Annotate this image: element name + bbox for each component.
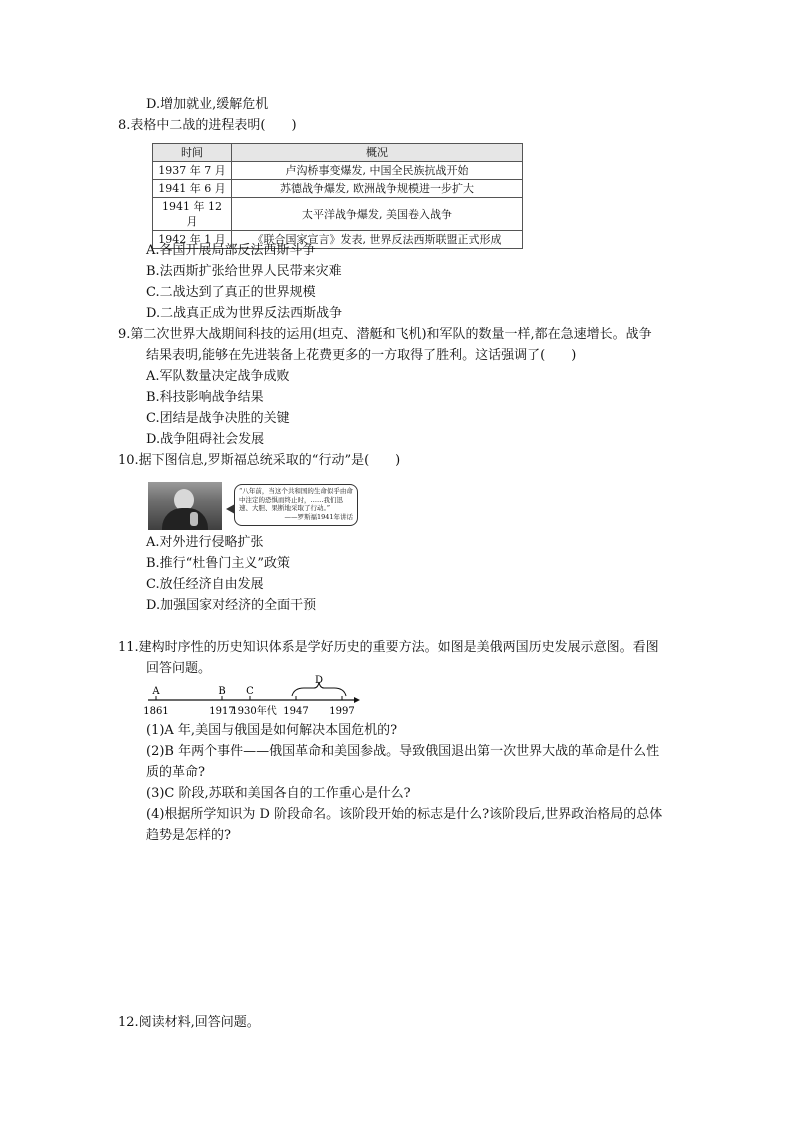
q7-option-d: D.增加就业,缓解危机 [146, 97, 269, 112]
roosevelt-speech-image [148, 482, 360, 530]
q11-stem-line1: 11.建构时序性的历史知识体系是学好历史的重要方法。如图是美俄两国历史发展示意图。看图 [118, 640, 659, 655]
table-row [153, 180, 523, 198]
table-row [153, 162, 523, 180]
speech-bubble-source: ——罗斯福1941年讲话 [284, 512, 353, 521]
roosevelt-photo [148, 482, 222, 530]
speech-bubble-text: “八年前，当这个共和国的生命似乎由命中注定的恐惧而终止时，……我们迅速、大胆、果断地采取了行动。” [239, 487, 353, 512]
q10-option-d: D.加强国家对经济的全面干预 [146, 598, 317, 613]
timeline-label-b: B [218, 686, 226, 697]
q8-option-b: B.法西斯扩张给世界人民带来灾难 [146, 264, 342, 279]
microphone-icon [190, 512, 198, 526]
timeline-label-d: D [314, 675, 324, 686]
q11-sub4-line1: (4)根据所学知识为 D 阶段命名。该阶段开始的标志是什么?该阶段后,世界政治格局的总体 [146, 807, 663, 822]
timeline-year-1930s: 1930年代 [231, 706, 277, 717]
table-header-overview: 概况 [232, 144, 523, 162]
q8-option-c: C.二战达到了真正的世界规模 [146, 285, 316, 300]
q11-sub4-line2: 趋势是怎样的? [146, 828, 231, 843]
q8-stem: 8.表格中二战的进程表明( ) [118, 118, 297, 133]
timeline-label-c: C [246, 686, 254, 697]
q11-sub2-line2: 质的革命? [146, 765, 205, 780]
q9-stem-line1: 9.第二次世界大战期间科技的运用(坦克、潜艇和飞机)和军队的数量一样,都在急速增长。战争 [118, 327, 652, 342]
q8-table [152, 143, 523, 249]
q9-option-b: B.科技影响战争结果 [146, 390, 264, 405]
table-cell-time: 1941 年 12 月 [153, 198, 232, 231]
q9-option-d: D.战争阻碍社会发展 [146, 432, 265, 447]
q11-sub1: (1)A 年,美国与俄国是如何解决本国危机的? [146, 723, 398, 738]
timeline-year-1947: 1947 [283, 706, 309, 717]
q11-sub3: (3)C 阶段,苏联和美国各自的工作重心是什么? [146, 786, 411, 801]
q11-sub2-line1: (2)B 年两个事件——俄国革命和美国参战。导致俄国退出第一次世界大战的革命是什么性 [146, 744, 660, 759]
q10-option-b: B.推行“杜鲁门主义”政策 [146, 556, 290, 571]
table-cell-desc: 苏德战争爆发, 欧洲战争规模进一步扩大 [232, 180, 523, 198]
timeline-arrow-icon [354, 697, 360, 703]
table-cell-desc: 《联合国家宣言》发表, 世界反法西斯联盟正式形成 [232, 231, 523, 249]
q9-option-a: A.军队数量决定战争成败 [146, 369, 290, 384]
q12-stem: 12.阅读材料,回答问题。 [118, 1015, 260, 1030]
table-header-row [153, 144, 523, 162]
table-cell-time: 1942 年 1 月 [153, 231, 232, 249]
table-row [153, 198, 523, 231]
timeline-year-1917: 1917 [209, 706, 235, 717]
table-cell-desc: 卢沟桥事变爆发, 中国全民族抗战开始 [232, 162, 523, 180]
timeline-year-1997: 1997 [329, 706, 355, 717]
q9-option-c: C.团结是战争决胜的关键 [146, 411, 290, 426]
timeline-diagram [143, 675, 361, 718]
speech-bubble [234, 484, 358, 526]
q10-option-a: A.对外进行侵略扩张 [146, 535, 264, 550]
table-cell-desc: 太平洋战争爆发, 美国卷入战争 [232, 198, 523, 231]
table-cell-time: 1941 年 6 月 [153, 180, 232, 198]
q11-stem-line2: 回答问题。 [146, 661, 212, 676]
q10-stem: 10.据下图信息,罗斯福总统采取的“行动”是( ) [118, 453, 401, 468]
table-header-time: 时间 [153, 144, 232, 162]
person-body-shape [162, 508, 208, 530]
q10-option-c: C.放任经济自由发展 [146, 577, 264, 592]
q8-option-a: A.各国开展局部反法西斯斗争 [146, 243, 316, 258]
timeline-label-a: A [152, 686, 160, 697]
q9-stem-line2: 结果表明,能够在先进装备上花费更多的一方取得了胜利。这话强调了( ) [146, 348, 577, 363]
table-cell-time: 1937 年 7 月 [153, 162, 232, 180]
timeline-year-1861: 1861 [143, 706, 169, 717]
q8-option-d: D.二战真正成为世界反法西斯战争 [146, 306, 343, 321]
